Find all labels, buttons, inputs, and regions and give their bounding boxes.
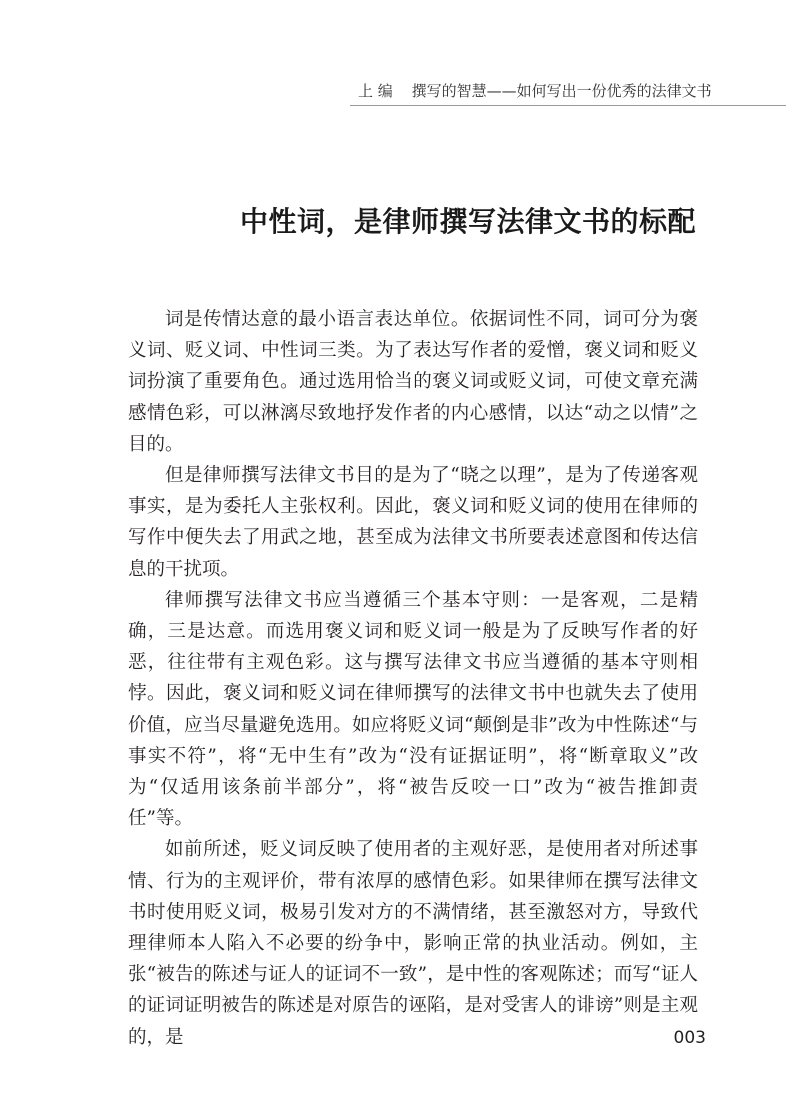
paragraph: 但是律师撰写法律文书目的是为了“晓之以理”，是为了传递客观事实，是为委托人主张权利。因此，褒义词和贬义词的使用在律师的写作中便失去了用武之地，甚至成为法律文书所要表述意图和传达信息的干扰项。: [128, 465, 698, 580]
running-head: [358, 80, 712, 101]
chapter-title: 中性词，是律师撰写法律文书的标配: [239, 205, 696, 238]
body-text: [128, 304, 698, 1053]
paragraph: 如前所述，贬义词反映了使用者的主观好恶，是使用者对所述事情、行为的主观评价，带有浓厚的感情色彩。如果律师在撰写法律文书时使用贬义词，极易引发对方的不满情绪，甚至激怒对方，导致代理律师本人陷入不必要的纷争中，影响正常的执业活动。例如，主张“被告的陈述与证人的证词不一致”，是中性的客观陈述；而写“证人的证词证明被告的陈述是对原告的诬陷，是对受害人的诽谤”则是主观的，是: [128, 839, 698, 1048]
paragraph: 词是传情达意的最小语言表达单位。依据词性不同，词可分为褒义词、贬义词、中性词三类。为了表达写作者的爱憎，褒义词和贬义词扮演了重要角色。通过选用恰当的褒义词或贬义词，可使文章充满感情色彩，可以淋漓尽致地抒发作者的内心感情，以达“动之以情”之目的。: [128, 309, 698, 455]
running-head-title: 撰写的智慧——如何写出一份优秀的法律文书: [411, 82, 712, 100]
paragraph: 律师撰写法律文书应当遵循三个基本守则：一是客观，二是精确，三是达意。而选用褒义词和贬义词一般是为了反映写作者的好恶，往往带有主观色彩。这与撰写法律文书应当遵循的基本守则相悖。因此，褒义词和贬义词在律师撰写的法律文书中也就失去了使用价值，应当尽量避免选用。如应将贬义词“颠倒是非”改为中性陈述“与事实不符”，将“无中生有”改为“没有证据证明”，将“断章取义”改为“仅适用该条前半部分”，将“被告反咬一口”改为“被告推卸责任”等。: [128, 589, 698, 830]
header-rule: [350, 105, 786, 106]
running-head-part: 上 编: [358, 82, 393, 100]
page-number: 003: [673, 1028, 706, 1048]
